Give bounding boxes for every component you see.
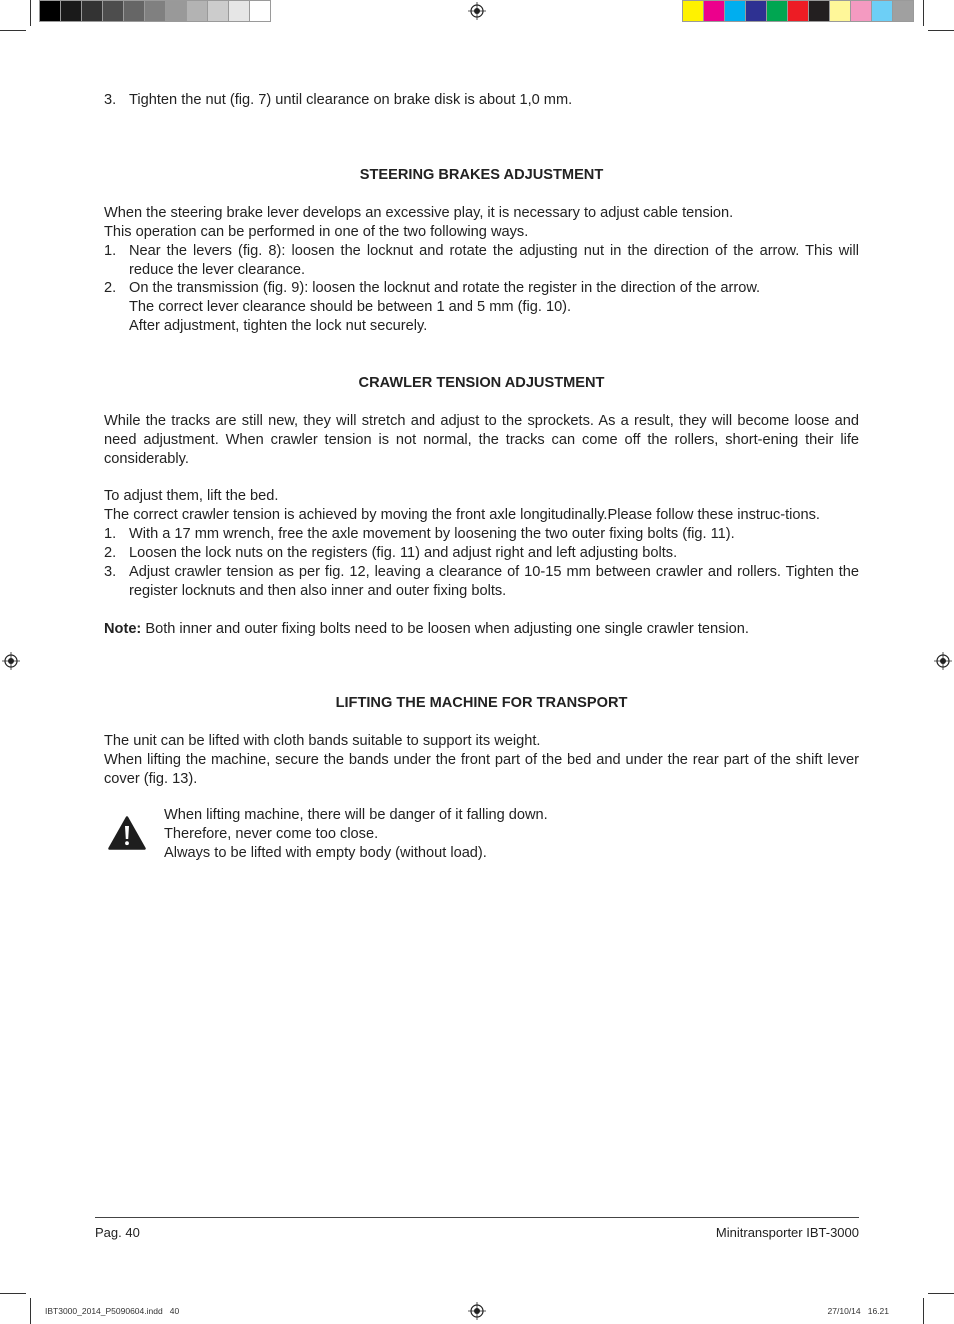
paragraph: While the tracks are still new, they will stretch and adjust to the sprockets. As a result, they will become loose and need adjustment. When crawler tension is not normal, the tracks can come off the rollers, short-ening their life considerably. (104, 412, 859, 467)
color-swatch (829, 0, 851, 22)
list-number: 1. (104, 242, 117, 259)
paragraph: To adjust them, lift the bed. (104, 488, 279, 505)
warning-line: Always to be lifted with empty body (without load). (164, 844, 487, 861)
registration-mark-icon (468, 1302, 486, 1320)
color-swatch (144, 0, 166, 22)
color-swatch (81, 0, 103, 22)
crop-mark (928, 30, 954, 31)
color-swatch (123, 0, 145, 22)
footer-divider (95, 1217, 859, 1218)
crop-mark (0, 30, 26, 31)
color-swatch (60, 0, 82, 22)
intro-step (104, 91, 859, 110)
page-number: Pag. 40 (95, 1225, 140, 1240)
list-text: Tighten the nut (fig. 7) until clearance on brake disk is about 1,0 mm. (129, 92, 573, 108)
color-swatch (102, 0, 124, 22)
color-swatch (745, 0, 767, 22)
color-swatch (787, 0, 809, 22)
list-number: 3. (104, 564, 117, 581)
list-text: Near the levers (fig. 8): loosen the locknut and rotate the adjusting nut in the direction of the arrow. This will reduce the lever clearance. (129, 242, 859, 278)
crop-mark (30, 1298, 31, 1324)
color-swatch (724, 0, 746, 22)
color-swatch (165, 0, 187, 22)
list-text: On the transmission (fig. 9): loosen the locknut and rotate the register in the direction of the arrow. (129, 280, 761, 297)
paragraph: The correct crawler tension is achieved by moving the front axle longitudinally.Please follow these instruc-tions. (104, 507, 820, 524)
color-swatch (228, 0, 250, 22)
section-heading: CRAWLER TENSION ADJUSTMENT (358, 375, 605, 391)
list-number: 3. (104, 92, 117, 108)
color-swatch (39, 0, 61, 22)
list-number: 2. (104, 280, 117, 297)
warning-line: When lifting machine, there will be danger of it falling down. (164, 807, 548, 823)
section-heading: STEERING BRAKES ADJUSTMENT (359, 167, 604, 183)
registration-mark-icon (934, 652, 952, 670)
registration-mark-icon (2, 652, 20, 670)
color-swatch (186, 0, 208, 22)
color-swatch (703, 0, 725, 22)
steering-section (104, 166, 859, 336)
color-swatch (766, 0, 788, 22)
sub-paragraph: The correct lever clearance should be between 1 and 5 mm (fig. 10). (129, 299, 572, 316)
paragraph: The unit can be lifted with cloth bands suitable to support its weight. (104, 732, 541, 749)
slug-filename: IBT3000_2014_P5090604.indd 40 (45, 1306, 180, 1316)
registration-mark-icon (468, 2, 486, 20)
color-swatch (871, 0, 893, 22)
color-swatch (249, 0, 271, 22)
color-swatch (207, 0, 229, 22)
crop-mark (928, 1293, 954, 1294)
paragraph: When the steering brake lever develops an excessive play, it is necessary to adjust cable tension. (104, 204, 734, 221)
list-item (104, 525, 859, 544)
list-item (104, 544, 859, 563)
color-swatch (808, 0, 830, 22)
list-number: 2. (104, 545, 117, 562)
crop-mark (923, 0, 924, 26)
list-item (104, 563, 859, 601)
warning-line: Therefore, never come too close. (164, 825, 379, 842)
note-text: Both inner and outer fixing bolts need to be loosen when adjusting one single crawler tension. (141, 620, 749, 637)
paragraph: When lifting the machine, secure the bands under the front part of the bed and under the rear part of the shift lever cover (fig. 13). (104, 751, 859, 787)
list-text: Loosen the lock nuts on the registers (fig. 11) and adjust right and left adjusting bolts. (129, 545, 678, 562)
list-text: Adjust crawler tension as per fig. 12, leaving a clearance of 10-15 mm between crawler and rollers. Tighten the register locknuts and then also inner and outer fixing bolts. (129, 564, 859, 599)
crawler-section (104, 374, 859, 639)
crop-mark (0, 1293, 26, 1294)
note-label: Note: (104, 620, 142, 637)
note (104, 620, 859, 639)
warning-text (164, 806, 548, 863)
grayscale-swatch-bar (40, 0, 271, 22)
product-name: Minitransporter IBT-3000 (715, 1225, 859, 1240)
color-swatch (682, 0, 704, 22)
paragraph: This operation can be performed in one of the two following ways. (104, 223, 529, 240)
list-item (104, 91, 859, 110)
slug-date: 27/10/14 16.21 (827, 1306, 889, 1316)
crop-mark (30, 0, 31, 26)
crop-mark (923, 1298, 924, 1324)
color-swatch-bar (683, 0, 914, 22)
list-item (104, 242, 859, 280)
section-heading: LIFTING THE MACHINE FOR TRANSPORT (335, 695, 628, 711)
list-text: With a 17 mm wrench, free the axle movement by loosening the two outer fixing bolts (fig. 11). (129, 526, 735, 543)
warning-triangle-icon (108, 816, 146, 850)
list-item (104, 279, 859, 298)
lifting-section (104, 694, 859, 789)
color-swatch (850, 0, 872, 22)
list-number: 1. (104, 526, 117, 543)
color-swatch (892, 0, 914, 22)
sub-paragraph: After adjustment, tighten the lock nut securely. (129, 318, 428, 335)
